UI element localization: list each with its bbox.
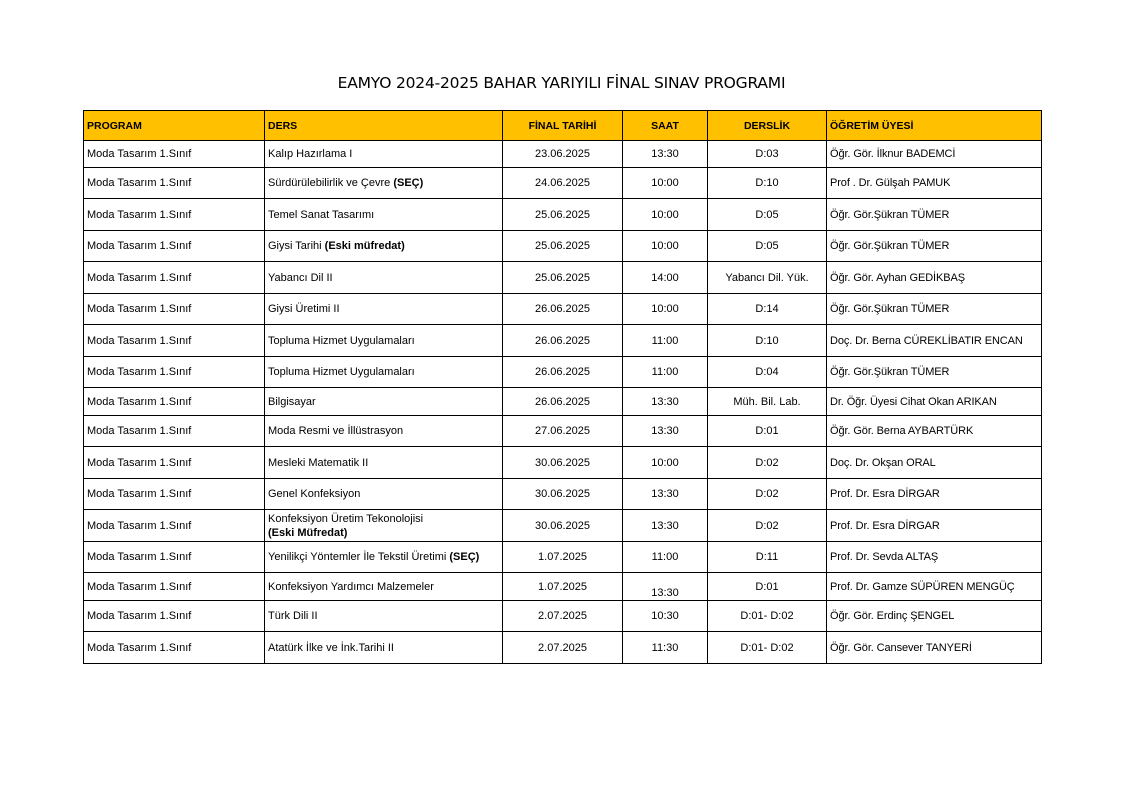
header-derslik: DERSLİK [708,111,827,141]
program-cell: Moda Tasarım 1.Sınıf [84,357,265,388]
time-cell: 10:00 [623,231,708,262]
date-cell: 25.06.2025 [503,262,623,294]
program-cell: Moda Tasarım 1.Sınıf [84,294,265,325]
course-name: Moda Resmi ve İllüstrasyon [268,425,404,437]
date-cell: 1.07.2025 [503,573,623,601]
course-cell [265,231,503,262]
course-cell [265,325,503,357]
time-cell: 13:30 [623,388,708,416]
time-cell: 10:30 [623,601,708,632]
course-cell [265,294,503,325]
header-ogretim-uyesi: ÖĞRETİM ÜYESİ [827,111,1042,141]
table-row [84,479,1042,510]
course-name: Sürdürülebilirlik ve Çevre [268,177,394,189]
classroom-cell: Müh. Bil. Lab. [708,388,827,416]
classroom-cell: D:11 [708,542,827,573]
table-row [84,199,1042,231]
table-row [84,632,1042,664]
course-note: (Eski müfredat) [324,240,405,252]
classroom-cell: D:03 [708,141,827,168]
course-cell [265,168,503,199]
course-cell [265,199,503,231]
date-cell: 27.06.2025 [503,416,623,447]
date-cell: 30.06.2025 [503,447,623,479]
course-cell [265,542,503,573]
classroom-cell: D:01 [708,573,827,601]
course-name: Topluma Hizmet Uygulamaları [268,334,415,347]
table-row [84,231,1042,262]
course-cell [265,632,503,664]
course-cell [265,416,503,447]
lecturer-cell: Dr. Öğr. Üyesi Cihat Okan ARIKAN [827,388,1042,416]
time-cell: 13:30 [623,416,708,447]
classroom-cell: D:02 [708,510,827,542]
classroom-cell: D:10 [708,168,827,199]
program-cell: Moda Tasarım 1.Sınıf [84,573,265,601]
lecturer-cell: Öğr. Gör. Berna AYBARTÜRK [827,416,1042,447]
classroom-cell: D:05 [708,199,827,231]
date-cell: 25.06.2025 [503,199,623,231]
time-cell: 14:00 [623,262,708,294]
course-name: Giysi Üretimi II [268,303,340,315]
program-cell: Moda Tasarım 1.Sınıf [84,542,265,573]
table-row [84,510,1042,542]
table-row [84,262,1042,294]
classroom-cell: D:10 [708,325,827,357]
course-name: Yenilikçi Yöntemler İle Tekstil Üretimi [268,551,450,563]
program-cell: Moda Tasarım 1.Sınıf [84,447,265,479]
course-cell [265,388,503,416]
table-row [84,447,1042,479]
table-row [84,141,1042,168]
date-cell: 1.07.2025 [503,542,623,573]
time-value: 13:30 [651,586,679,599]
classroom-cell: Yabancı Dil. Yük. [708,262,827,294]
classroom-cell: D:01 [708,416,827,447]
program-cell: Moda Tasarım 1.Sınıf [84,416,265,447]
lecturer-cell: Prof. Dr. Esra DİRGAR [827,479,1042,510]
date-cell: 26.06.2025 [503,325,623,357]
course-note: (SEÇ) [393,177,424,189]
header-program: PROGRAM [84,111,265,141]
table-row [84,601,1042,632]
time-cell: 11:00 [623,357,708,388]
program-cell: Moda Tasarım 1.Sınıf [84,168,265,199]
course-name: Kalıp Hazırlama I [268,148,353,160]
classroom-cell: D:14 [708,294,827,325]
time-cell: 10:00 [623,199,708,231]
date-cell: 26.06.2025 [503,294,623,325]
lecturer-cell: Öğr. Gör. Cansever TANYERİ [827,632,1042,664]
program-cell: Moda Tasarım 1.Sınıf [84,231,265,262]
program-cell: Moda Tasarım 1.Sınıf [84,141,265,168]
header-final-tarihi: FİNAL TARİHİ [503,111,623,141]
lecturer-cell: Doç. Dr. Berna CÜREKLİBATIR ENCAN [827,325,1042,357]
lecturer-cell: Öğr. Gör.Şükran TÜMER [827,199,1042,231]
time-cell: 11:00 [623,325,708,357]
course-name: Yabancı Dil II [268,271,333,284]
date-cell: 2.07.2025 [503,632,623,664]
program-cell: Moda Tasarım 1.Sınıf [84,632,265,664]
lecturer-cell: Öğr. Gör.Şükran TÜMER [827,294,1042,325]
time-cell: 13:30 [623,479,708,510]
table-row [84,388,1042,416]
course-name: Türk Dili II [268,610,318,622]
lecturer-cell: Prof. Dr. Sevda ALTAŞ [827,542,1042,573]
classroom-cell: D:01- D:02 [708,601,827,632]
page-title: EAMYO 2024-2025 BAHAR YARIYILI FİNAL SINAV PROGRAMI [337,74,786,92]
exam-schedule-table [83,110,1042,664]
course-name: Giysi Tarihi [268,240,325,252]
date-cell: 2.07.2025 [503,601,623,632]
course-cell [265,447,503,479]
course-cell [265,262,503,294]
table-row [84,325,1042,357]
lecturer-cell: Doç. Dr. Okşan ORAL [827,447,1042,479]
lecturer-cell: Prof. Dr. Gamze SÜPÜREN MENGÜÇ [827,573,1042,601]
course-note: (Eski Müfredat) [268,526,348,539]
program-cell: Moda Tasarım 1.Sınıf [84,479,265,510]
program-cell: Moda Tasarım 1.Sınıf [84,388,265,416]
time-cell: 10:00 [623,294,708,325]
course-name: Bilgisayar [268,395,316,408]
date-cell: 24.06.2025 [503,168,623,199]
course-name: Konfeksiyon Yardımcı Malzemeler [268,580,434,593]
time-cell: 11:00 [623,542,708,573]
lecturer-cell: Öğr. Gör. İlknur BADEMCİ [827,141,1042,168]
time-cell: 13:30 [623,141,708,168]
course-name: Konfeksiyon Üretim Tekonolojisi [268,512,424,525]
classroom-cell: D:02 [708,479,827,510]
program-cell: Moda Tasarım 1.Sınıf [84,262,265,294]
lecturer-cell: Öğr. Gör. Erdinç ŞENGEL [827,601,1042,632]
date-cell: 26.06.2025 [503,357,623,388]
classroom-cell: D:05 [708,231,827,262]
header-saat: SAAT [623,111,708,141]
table-row [84,294,1042,325]
lecturer-cell: Öğr. Gör.Şükran TÜMER [827,231,1042,262]
lecturer-cell: Öğr. Gör. Ayhan GEDİKBAŞ [827,262,1042,294]
table-row [84,168,1042,199]
time-cell: 13:30 [623,510,708,542]
course-name: Atatürk İlke ve İnk.Tarihi II [268,641,394,654]
date-cell: 23.06.2025 [503,141,623,168]
course-name: Temel Sanat Tasarımı [268,208,375,221]
course-note: (SEÇ) [449,551,480,563]
course-cell [265,357,503,388]
course-cell [265,479,503,510]
classroom-cell: D:04 [708,357,827,388]
course-cell [265,510,503,542]
table-row [84,357,1042,388]
header-ders: DERS [265,111,503,141]
table-header-row [84,111,1042,141]
program-cell: Moda Tasarım 1.Sınıf [84,325,265,357]
table-row [84,573,1042,601]
classroom-cell: D:02 [708,447,827,479]
table-row [84,416,1042,447]
classroom-cell: D:01- D:02 [708,632,827,664]
course-cell [265,573,503,601]
time-cell: 11:30 [623,632,708,664]
date-cell: 25.06.2025 [503,231,623,262]
table-row [84,542,1042,573]
time-cell [623,573,708,601]
program-cell: Moda Tasarım 1.Sınıf [84,199,265,231]
course-name: Genel Konfeksiyon [268,488,361,500]
lecturer-cell: Öğr. Gör.Şükran TÜMER [827,357,1042,388]
date-cell: 26.06.2025 [503,388,623,416]
lecturer-cell: Prof. Dr. Esra DİRGAR [827,510,1042,542]
program-cell: Moda Tasarım 1.Sınıf [84,601,265,632]
lecturer-cell: Prof . Dr. Gülşah PAMUK [827,168,1042,199]
time-cell: 10:00 [623,447,708,479]
course-cell [265,601,503,632]
course-name: Mesleki Matematik II [268,456,369,469]
course-cell [265,141,503,168]
date-cell: 30.06.2025 [503,510,623,542]
program-cell: Moda Tasarım 1.Sınıf [84,510,265,542]
time-cell: 10:00 [623,168,708,199]
course-name: Topluma Hizmet Uygulamaları [268,366,415,378]
date-cell: 30.06.2025 [503,479,623,510]
